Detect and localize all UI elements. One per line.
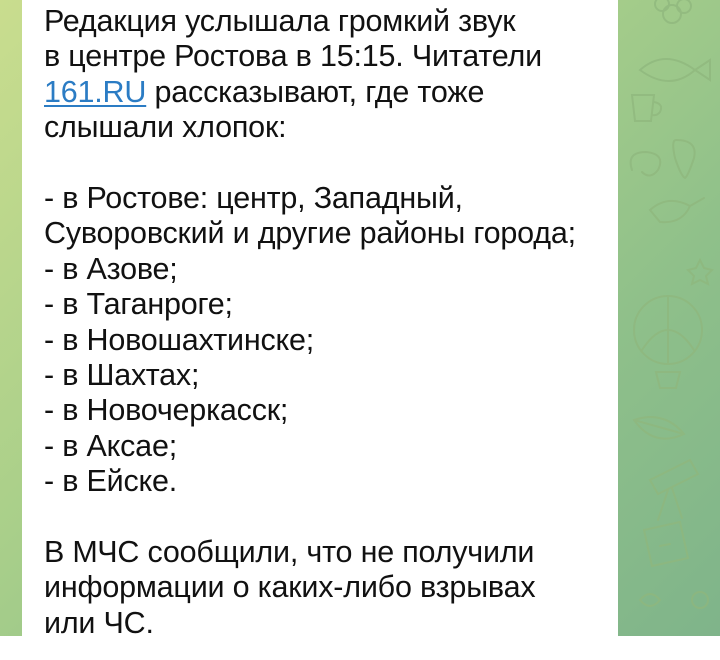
telescope-doodle-icon	[650, 460, 698, 520]
paragraph-break	[44, 499, 604, 534]
intro-line-3	[44, 75, 604, 110]
intro-line-4: слышали хлопок:	[44, 110, 287, 145]
cup-doodle-icon	[632, 95, 661, 121]
outro-line-1: В МЧС сообщили, что не получили	[44, 534, 535, 569]
card-doodle-icon	[644, 522, 688, 566]
intro-line-1: Редакция услышала громкий звук	[44, 4, 516, 38]
balloon-doodle-icon	[634, 296, 702, 388]
place-list-item: - в Новочеркасск;	[44, 393, 289, 428]
outro-line-3: или ЧС.	[44, 605, 154, 640]
outro-line-2: информации о каких-либо взрывах	[44, 570, 536, 605]
intro-line-3-rest: рассказывают, где тоже	[146, 74, 485, 109]
paragraph-break	[44, 146, 604, 181]
bird-doodle-icon	[650, 198, 704, 222]
place-list-item: - в Ейске.	[44, 464, 178, 499]
place-list-item: Суворовский и другие районы города;	[44, 216, 576, 251]
place-list-item: - в Ростове: центр, Западный,	[44, 180, 463, 215]
star-doodle-icon	[688, 260, 712, 284]
site-link[interactable]: 161.RU	[44, 74, 147, 109]
place-list-item: - в Азове;	[44, 251, 178, 286]
flower-doodle-icon	[655, 0, 691, 23]
place-list-item: - в Таганроге;	[44, 287, 233, 322]
fish-doodle-icon	[640, 59, 710, 81]
strawberry-doodle-icon	[673, 140, 694, 178]
leaf-doodle-icon	[634, 417, 684, 439]
place-list-item: - в Шахтах;	[44, 357, 200, 392]
swirl-doodle-icon	[631, 152, 661, 176]
message-text	[44, 4, 604, 641]
place-list-item: - в Новошахтинске;	[44, 322, 315, 357]
place-list-item: - в Аксае;	[44, 428, 177, 463]
intro-line-2: в центре Ростова в 15:15. Читатели	[44, 39, 542, 74]
